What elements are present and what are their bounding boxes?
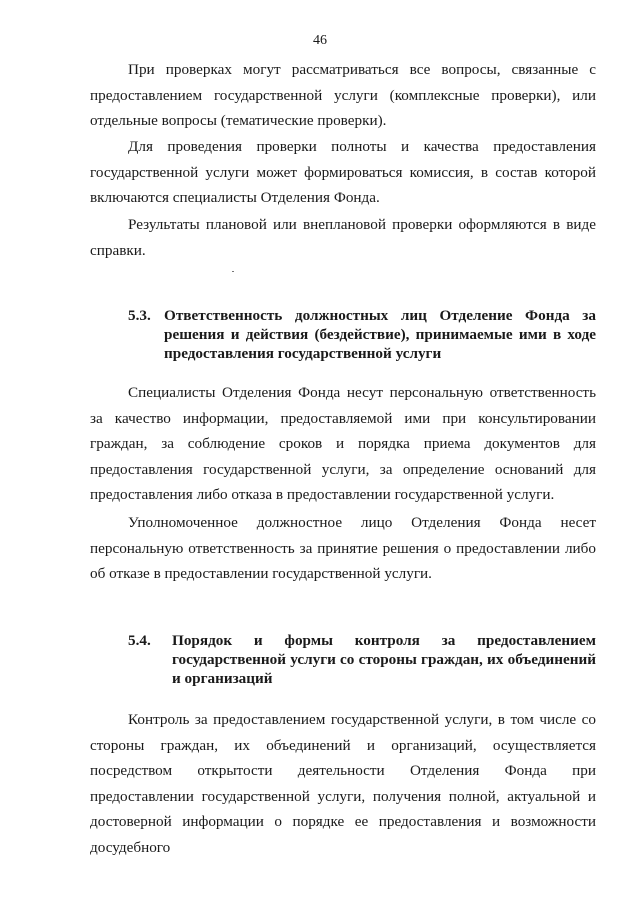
paragraph-specialists-responsibility: Специалисты Отделения Фонда несут персональную ответственность за качество информации, предоставляемой ими при консультировании граждан, за соблюдение сроков и порядка приема документов для предоставления государственной услуги, за определение оснований для предоставления либо отказа в предоставлении государственной услуги.	[90, 384, 596, 503]
page-number: 46	[313, 33, 327, 48]
section-number: 5.4.	[128, 632, 151, 649]
section-title: Порядок и формы контроля за предоставлением государственной услуги со стороны граждан, их объединений и организаций	[172, 632, 596, 687]
paragraph-commission: Для проведения проверки полноты и качества предоставления государственной услуги может формироваться комиссия, в состав которой включаются специалисты Отделения Фонда.	[90, 138, 596, 206]
scan-speck	[232, 271, 234, 272]
paragraph-inspection-scope: При проверках могут рассматриваться все вопросы, связанные с предоставлением государственной услуги (комплексные проверки), или отдельные вопросы (тематические проверки).	[90, 61, 596, 129]
section-heading-5-4	[128, 631, 596, 688]
section-heading-5-3	[128, 306, 596, 363]
section-number: 5.3.	[128, 307, 151, 324]
section-title: Ответственность должностных лиц Отделение Фонда за решения и действия (бездействие), принимаемые ими в ходе предоставления государственной услуги	[164, 307, 596, 362]
paragraph-authorized-official: Уполномоченное должностное лицо Отделения Фонда несет персональную ответственность за принятие решения о предоставлении либо об отказе в предоставлении государственной услуги.	[90, 514, 596, 582]
paragraph-inspection-results: Результаты плановой или внеплановой проверки оформляются в виде справки.	[90, 216, 596, 259]
paragraph-control-by-citizens: Контроль за предоставлением государственной услуги, в том числе со стороны граждан, их объединений и организаций, осуществляется посредством открытости деятельности Отделения Фонда при предоставлении государственной услуги, получения полной, актуальной и достоверной информации о порядке ее предоставления и возможности досудебного	[90, 711, 596, 856]
